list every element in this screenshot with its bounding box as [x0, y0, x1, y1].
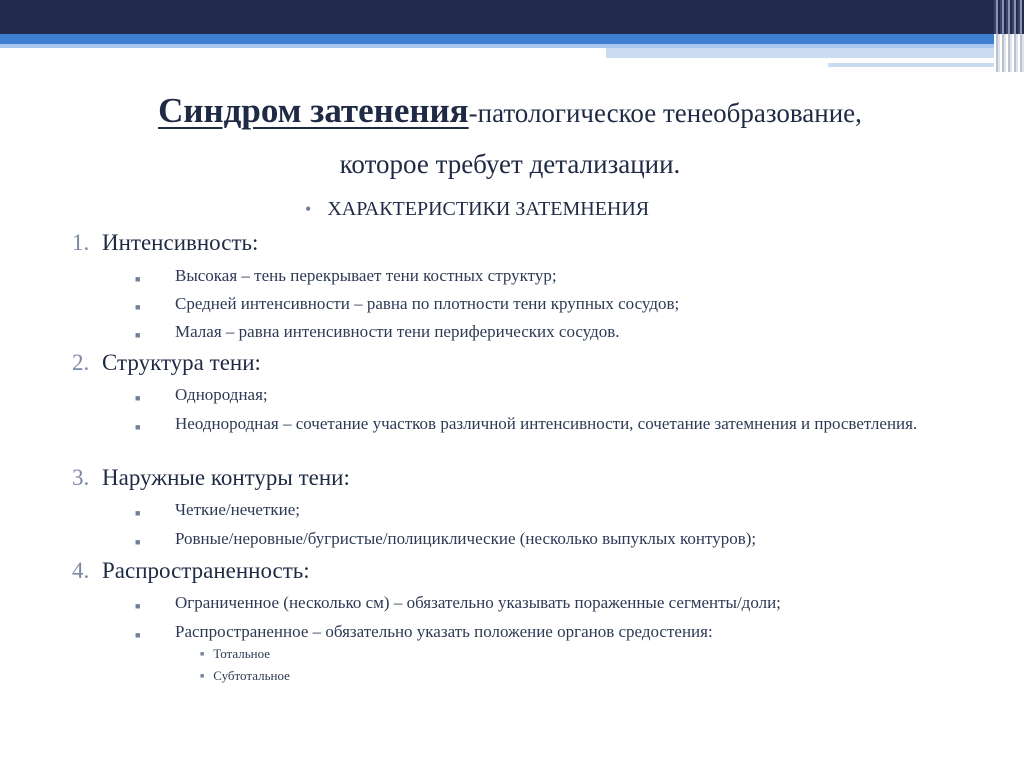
sub-sub-item-text: Тотальное	[213, 646, 271, 661]
sub-item	[135, 412, 955, 436]
item-label: Наружные контуры тени:	[102, 465, 350, 490]
square-bullet-icon: ■	[200, 672, 205, 680]
sub-item	[135, 527, 955, 551]
list-item-2	[72, 350, 261, 376]
title-rest: -патологическое тенеобразование,	[468, 98, 862, 128]
sub-item-text: Ограниченное (несколько см) – обязательно указывать пораженные сегменты/доли;	[175, 593, 781, 612]
sub-sub-item	[200, 646, 270, 662]
title-main: Синдром затенения	[158, 91, 469, 130]
square-bullet-icon: ■	[135, 330, 141, 340]
square-bullet-icon: ■	[200, 650, 205, 658]
list-item-1	[72, 230, 258, 256]
square-bullet-icon: ■	[135, 508, 141, 518]
sub-item-text: Средней интенсивности – равна по плотности тени крупных сосудов;	[175, 294, 680, 313]
item-number: 1.	[72, 230, 90, 255]
sub-item	[135, 591, 955, 615]
square-bullet-icon: ■	[135, 302, 141, 312]
sub-sub-item	[200, 668, 290, 684]
sub-item-text: Четкие/нечеткие;	[175, 500, 301, 519]
sub-sub-item-text: Субтотальное	[213, 668, 290, 683]
item-label: Структура тени:	[102, 350, 261, 375]
sub-item	[135, 320, 955, 344]
item-number: 2.	[72, 350, 90, 375]
item-label: Распространенность:	[102, 558, 310, 583]
sub-item-text: Ровные/неровные/бугристые/полициклические (несколько выпуклых контуров);	[175, 529, 757, 548]
sub-item	[135, 498, 955, 522]
sub-item	[135, 383, 955, 407]
bullet-dot-icon: •	[305, 199, 312, 219]
section-heading-text: ХАРАКТЕРИСТИКИ ЗАТЕМНЕНИЯ	[327, 198, 650, 220]
square-bullet-icon: ■	[135, 422, 141, 432]
item-number: 4.	[72, 558, 90, 583]
item-number: 3.	[72, 465, 90, 490]
square-bullet-icon: ■	[135, 601, 141, 611]
sub-item	[135, 264, 955, 288]
title-line2: которое требует детализации.	[339, 149, 681, 179]
list-item-4	[72, 558, 310, 584]
sub-item-text: Распространенное – обязательно указать положение органов средостения:	[175, 622, 713, 641]
square-bullet-icon: ■	[135, 630, 141, 640]
square-bullet-icon: ■	[135, 537, 141, 547]
list-item-3	[72, 465, 350, 491]
sub-item-text: Высокая – тень перекрывает тени костных структур;	[175, 266, 557, 285]
sub-item	[135, 292, 955, 316]
sub-item-text: Неоднородная – сочетание участков различной интенсивности, сочетание затемнения и просветления.	[175, 414, 918, 433]
item-label: Интенсивность:	[102, 230, 259, 255]
square-bullet-icon: ■	[135, 393, 141, 403]
sub-item-text: Однородная;	[175, 385, 268, 404]
square-bullet-icon: ■	[135, 274, 141, 284]
sub-item	[135, 620, 955, 644]
sub-item-text: Малая – равна интенсивности тени периферических сосудов.	[175, 322, 620, 341]
